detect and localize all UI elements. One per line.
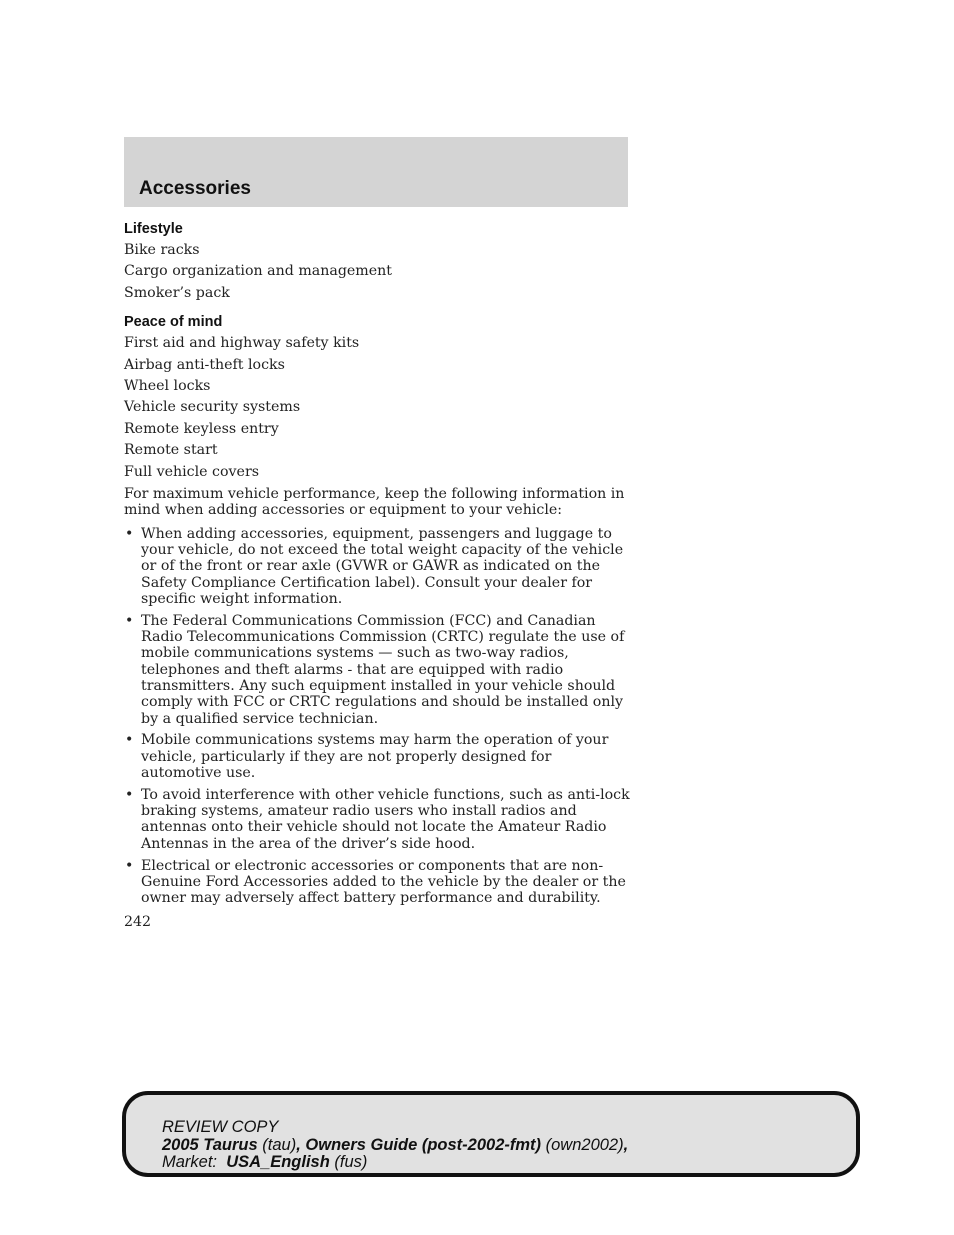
subheading-peace-of-mind: Peace of mind [124,314,223,331]
bullet-icon: • [125,786,134,803]
bullet-item [124,858,630,907]
bullet-text: The Federal Communications Commission (FCC) and Canadian Radio Telecommunications Commission (CRTC) regulate the use of mobile communications systems — such as two-way radios, telephones and theft alarms - that are equipped with radio transmitters. Any such equipment installed in your vehicle should comply with FCC or CRTC regulations and should be installed only by a qualified service technician. [141,612,625,727]
bullet-list [124,526,630,907]
list-item: Remote start [124,442,218,459]
bullet-icon: • [125,732,134,749]
list-item: Smoker’s pack [124,284,230,301]
bullet-icon: • [125,612,134,629]
list-item: Full vehicle covers [124,463,260,480]
list-item: Remote keyless entry [124,420,279,437]
section-header-band [124,137,628,207]
bullet-text: Electrical or electronic accessories or components that are non-Genuine Ford Accessories added to the vehicle by the dealer or the owner may adversely affect battery performance and durability. [141,857,626,907]
review-copy-label: REVIEW COPY [162,1118,279,1136]
model-name: 2005 Taurus [162,1135,258,1154]
section-title: Accessories [139,178,251,199]
list-item: Bike racks [124,242,200,258]
bullet-item [124,526,630,607]
list-item: Vehicle security systems [124,399,301,416]
model-code: (tau) [262,1135,297,1154]
market-label: Market: [162,1153,218,1171]
market-code: (fus) [334,1153,368,1171]
bullet-icon: • [125,857,134,874]
bullet-text: Mobile communications systems may harm the operation of your vehicle, particularly if they are not properly designed for automotive use. [141,732,609,782]
bullet-text: To avoid interference with other vehicle functions, such as anti-lock braking systems, amateur radio users who install radios and antennas onto their vehicle should not locate the Amateur Radio Antennas in the area of the driver’s side hood. [141,786,630,852]
bullet-item [124,613,630,727]
subheading-lifestyle: Lifestyle [124,221,183,237]
list-item: Cargo organization and management [124,263,392,280]
review-footer [122,1091,860,1177]
list-item: Wheel locks [124,378,211,395]
list-item: Airbag anti-theft locks [124,356,285,373]
bullet-item [124,787,630,852]
page-number: 242 [124,914,152,931]
footer-market-line [162,1154,628,1172]
separator: , [623,1135,629,1154]
bullet-text: When adding accessories, equipment, passengers and luggage to your vehicle, do not exceed the total weight capacity of the vehicle or of the front or rear axle (GVWR or GAWR as indicated on the Safety Compliance Certification label). Consult your dealer for specific weight information. [141,525,624,608]
bullet-icon: • [125,525,134,542]
separator: , [296,1135,306,1154]
guide-code: (own2002) [545,1135,624,1154]
footer-text [162,1119,628,1172]
list-item: First aid and highway safety kits [124,335,360,352]
bullet-item [124,732,630,781]
intro-paragraph: For maximum vehicle performance, keep the following information in mind when adding accessories or equipment to your vehicle: [124,486,625,519]
market-name: USA_English [226,1153,330,1171]
page-content [124,219,630,931]
guide-name: Owners Guide (post-2002-fmt) [305,1135,542,1154]
footer-model-line [162,1137,628,1155]
